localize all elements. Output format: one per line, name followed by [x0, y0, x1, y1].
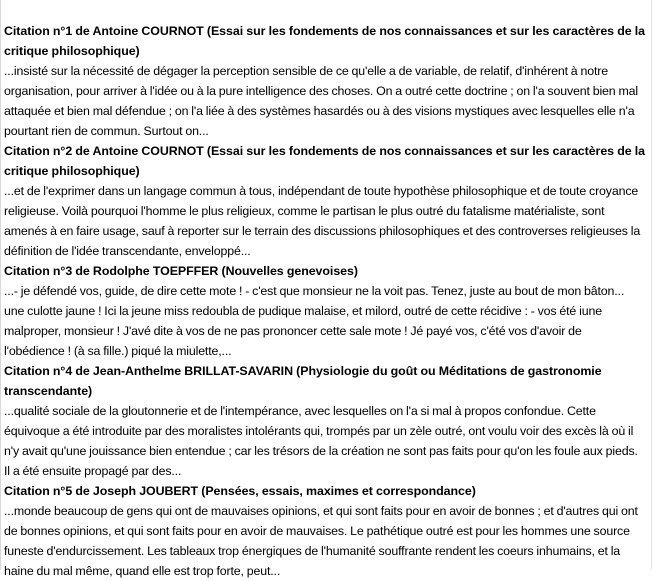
- citation-heading: Citation n°1 de Antoine COURNOT (Essai sur les fondements de nos connaissances et sur les caractères de la critique philosophique): [4, 24, 645, 58]
- citation-heading: Citation n°5 de Joseph JOUBERT (Pensées, essais, maximes et correspondance): [4, 484, 476, 498]
- citation-body: ...insisté sur la nécessité de dégager la perception sensible de ce qu'elle a de variable, de relatif, d'inhérent à notre organisation, pour arriver à l'idée ou à la pure intelligence des choses. On a outré cette doctrine ; on l'a souvent bien mal attaquée et bien mal défendue ; on l'a liée à des systèmes hasardés ou à des visions mystiques avec lesquelles elle n'a pourtant rien de commun. Surtout on...: [4, 64, 638, 138]
- citation-heading: Citation n°3 de Rodolphe TOEPFFER (Nouvelles genevoises): [4, 264, 358, 278]
- citation-entry-4: [4, 361, 645, 481]
- citation-heading: Citation n°2 de Antoine COURNOT (Essai sur les fondements de nos connaissances et sur les caractères de la critique philosophique): [4, 144, 645, 178]
- citation-body: ...et de l'exprimer dans un langage commun à tous, indépendant de toute hypothèse philosophique et de toute croyance religieuse. Voilà pourquoi l'homme le plus religieux, comme le partisan le plus outré du fatalisme matérialiste, sont amenés à en faire usage, sauf à reporter sur le terrain des discussions philosophiques et des controverses religieuses la définition de l'idée transcendante, enveloppé...: [4, 184, 641, 258]
- citation-entry-3: [4, 261, 645, 361]
- citation-body: ...- je défendé vos, guide, de dire cette mote ! - c'est que monsieur ne la voit pas. Tenez, juste au bout de mon bâton... une culotte jaune ! Ici la jeune miss redoubla de pudique malaise, et milord, outré de cette récidive : - vos été iune malproper, monsieur ! J'avé dite à vos de ne pas prononcer cette sale mote ! Jé payé vos, c'été vos d'avoir de l'obédience ! (à sa fille.) piqué la miulette,...: [4, 284, 625, 358]
- citation-body: ...monde beaucoup de gens qui ont de mauvaises opinions, et qui sont faits pour en avoir de bonnes ; et d'autres qui ont de bonnes opinions, et qui sont faits pour en avoir de mauvaises. Le pathétique outré est pour les hommes une source funeste d'endurcissement. Les tableaux trop énergiques de l'humanité souffrante rendent les coeurs inhumains, et la haine du mal même, quand elle est trop forte, peut...: [4, 504, 638, 578]
- citation-entry-1: [4, 21, 645, 141]
- citation-entry-5: [4, 481, 645, 581]
- citation-heading: Citation n°4 de Jean-Anthelme BRILLAT-SAVARIN (Physiologie du goût ou Méditations de gastronomie transcendante): [4, 364, 602, 398]
- citation-body: ...qualité sociale de la gloutonnerie et de l'intempérance, avec lesquelles on l'a si mal à propos confondue. Cette équivoque a été introduite par des moralistes intolérants qui, trompés par un zèle outré, ont voulu voir des excès là où il n'y avait qu'une jouissance bien entendue ; car les trésors de la création ne sont pas faits pour qu'on les foule aux pieds. Il a été ensuite propagé par des...: [4, 404, 638, 478]
- citation-entry-2: [4, 141, 645, 261]
